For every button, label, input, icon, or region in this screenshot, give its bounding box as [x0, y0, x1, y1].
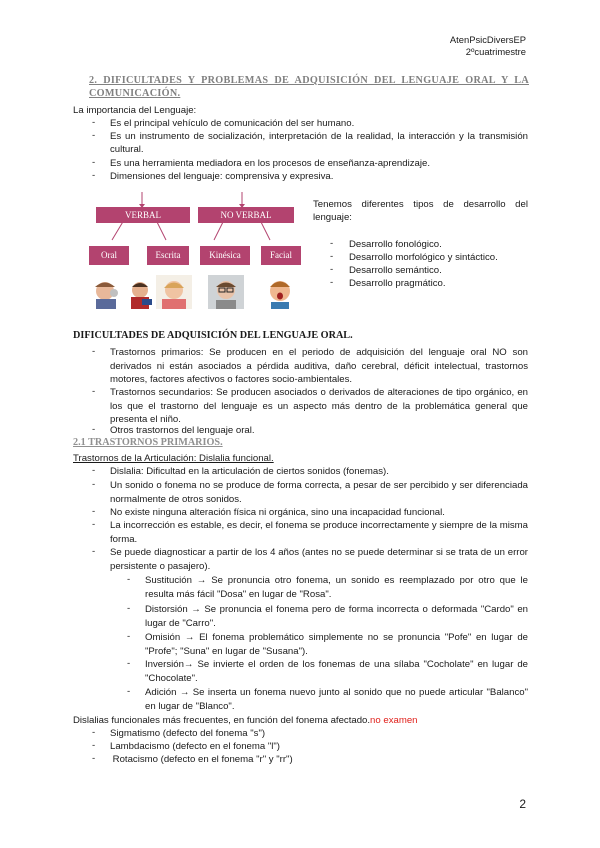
- primary-heading: 2.1 TRASTORNOS PRIMARIOS.: [73, 437, 223, 448]
- frequent-heading-text: Dislalias funcionales más frecuentes, en función del fonema afectado.: [73, 715, 371, 726]
- bullet-dash: -: [127, 631, 131, 642]
- primary-subitem: Inversión→ Se invierte el orden de los fonemas de una sílaba "Cocholate" en lugar de "Chocolate".: [145, 659, 528, 684]
- development-item: Desarrollo morfológico y sintáctico.: [349, 252, 498, 263]
- primary-subheading: Trastornos de la Articulación: Dislalia funcional.: [73, 453, 274, 464]
- child-photo-oral-icon: [88, 275, 124, 309]
- bullet-dash: -: [92, 727, 96, 738]
- development-intro: Tenemos diferentes tipos de desarrollo del lenguaje:: [313, 199, 528, 224]
- child-photo-writing-icon: [122, 275, 158, 309]
- difficulties-item: Trastornos primarios: Se producen en el periodo de adquisición del lenguaje oral NO son derivados ni están asociados a pérdida auditiva, daño cerebral, déficit intelectual, trastornos motores, factores afectivos o factores socio-ambientales.: [110, 347, 528, 385]
- child-photo-reading-icon: [156, 275, 192, 309]
- header-term: 2ºcuatrimestre: [465, 46, 526, 57]
- intro-item: Dimensiones del lenguaje: comprensiva y expresiva.: [110, 171, 334, 182]
- development-item: Desarrollo semántico.: [349, 265, 442, 276]
- primary-item: La incorrección es estable, es decir, el fonema se produce incorrectamente y siempre de la misma forma.: [110, 520, 528, 545]
- bullet-dash: -: [92, 386, 96, 397]
- bullet-dash: -: [92, 170, 96, 181]
- primary-item: Dislalia: Dificultad en la articulación de ciertos sonidos (fonemas).: [110, 466, 389, 477]
- exam-note: no examen: [370, 715, 418, 726]
- bullet-dash: -: [330, 251, 334, 262]
- header: [450, 34, 526, 58]
- development-item: Desarrollo fonológico.: [349, 239, 442, 250]
- bullet-dash: -: [92, 753, 96, 764]
- bullet-dash: -: [92, 346, 96, 357]
- page-number: 2: [519, 797, 526, 811]
- child-photo-kinesic-icon: [208, 275, 244, 309]
- bullet-dash: -: [92, 157, 96, 168]
- primary-item: Se puede diagnosticar a partir de los 4 años (antes no se puede determinar si se trata de un error persistente o pasajero).: [110, 547, 528, 572]
- intro-item: Es un instrumento de socialización, interpretación de la realidad, la interacción y la transmisión cultural.: [110, 131, 528, 156]
- bullet-dash: -: [330, 238, 334, 249]
- primary-subitem: Omisión → El fonema problemático simplemente no se pronuncia "Pofe" en lugar de "Profe"; "Suna" en lugar de "Susana").: [145, 632, 528, 657]
- bullet-dash: -: [92, 506, 96, 517]
- frequent-item: Rotacismo (defecto en el fonema "r" y "rr"): [110, 754, 293, 765]
- difficulties-item: Otros trastornos del lenguaje oral.: [110, 425, 255, 436]
- frequent-item: Sigmatismo (defecto del fonema "s"): [110, 728, 266, 739]
- bullet-dash: -: [92, 130, 96, 141]
- non-verbal-box: NO VERBAL: [198, 207, 294, 223]
- oral-box: Oral: [89, 246, 129, 265]
- primary-item: No existe ninguna alteración física ni orgánica, sino una incapacidad funcional.: [110, 507, 445, 518]
- bullet-dash: -: [127, 574, 131, 585]
- bullet-dash: -: [92, 465, 96, 476]
- primary-subitem: Adición → Se inserta un fonema nuevo junto al sonido que no puede articular "Balanco" en lugar de "Blanco".: [145, 687, 528, 712]
- bullet-dash: -: [92, 546, 96, 557]
- kinesica-box: Kinésica: [200, 246, 250, 265]
- intro-item: Es el principal vehículo de comunicación del ser humano.: [110, 118, 355, 129]
- frequent-item: Lambdacismo (defecto en el fonema "l"): [110, 741, 280, 752]
- facial-box: Facial: [261, 246, 301, 265]
- bullet-dash: -: [127, 603, 131, 614]
- development-item: Desarrollo pragmático.: [349, 278, 446, 289]
- bullet-dash: -: [92, 479, 96, 490]
- bullet-dash: -: [92, 117, 96, 128]
- verbal-box: VERBAL: [96, 207, 190, 223]
- bullet-dash: -: [92, 740, 96, 751]
- section-title: 2. DIFICULTADES Y PROBLEMAS DE ADQUISICIÓN DEL LENGUAJE ORAL Y LA COMUNICACIÓN.: [89, 75, 529, 99]
- primary-item: Un sonido o fonema no se produce de forma correcta, a pesar de ser percibido y ser diferenciada normalmente de otros sonidos.: [110, 480, 528, 505]
- primary-subitem: Sustitución → Se pronuncia otro fonema, un sonido es reemplazado por otro que le resulta más fácil "Dosa" en lugar de "Rosa".: [145, 575, 528, 600]
- header-course: AtenPsicDiversEP: [449, 34, 526, 45]
- escrita-box: Escrita: [147, 246, 189, 265]
- difficulties-heading: DIFICULTADES DE ADQUISICIÓN DEL LENGUAJE ORAL.: [73, 330, 353, 341]
- bullet-dash: -: [92, 519, 96, 530]
- bullet-dash: -: [330, 264, 334, 275]
- child-photo-facial-icon: [262, 275, 298, 309]
- bullet-dash: -: [127, 686, 131, 697]
- frequent-heading: [73, 714, 418, 727]
- primary-subitem: Distorsión → Se pronuncia el fonema pero de forma incorrecta o deformada "Cardo" en lugar de "Carro".: [145, 604, 528, 629]
- bullet-dash: -: [92, 424, 96, 435]
- bullet-dash: -: [127, 658, 131, 669]
- bullet-dash: -: [330, 277, 334, 288]
- difficulties-item: Trastornos secundarios: Se producen asociados o derivados de alteraciones de tipo orgánico, en los que el trastorno del lenguaje es un aspecto más dentro de la problemática general que presenta el niño.: [110, 387, 528, 425]
- intro-heading: La importancia del Lenguaje:: [73, 105, 197, 116]
- intro-item: Es una herramienta mediadora en los procesos de enseñanza-aprendizaje.: [110, 158, 430, 169]
